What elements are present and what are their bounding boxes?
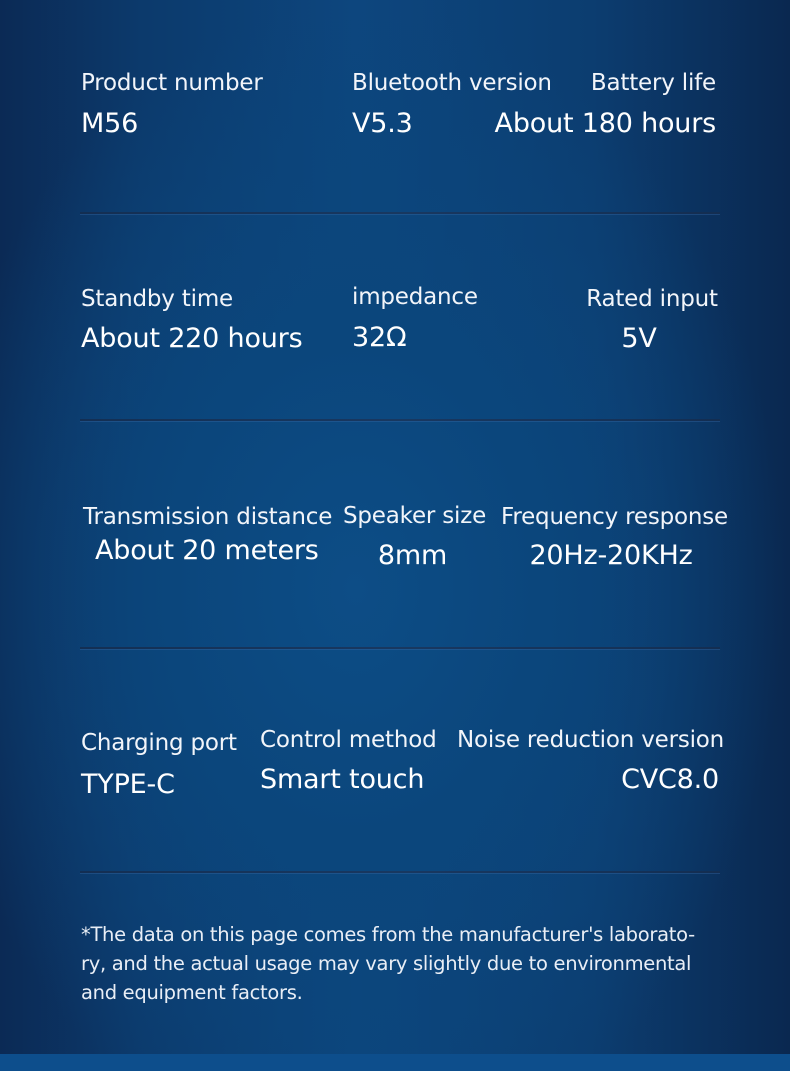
spec-label: Frequency response	[501, 504, 728, 530]
spec-label: Transmission distance	[83, 504, 333, 530]
spec-label: Speaker size	[343, 503, 487, 529]
spec-label: Noise reduction version	[457, 727, 725, 753]
spec-value: 5V	[621, 323, 657, 354]
spec-label: impedance	[352, 284, 478, 310]
spec-value: About 20 meters	[95, 535, 319, 566]
row-divider	[80, 419, 720, 421]
spec-value: M56	[81, 108, 139, 139]
bottom-strip	[0, 1054, 790, 1071]
spec-label: Charging port	[81, 730, 237, 756]
spec-value: 32Ω	[352, 322, 407, 353]
spec-value: 20Hz-20KHz	[529, 540, 693, 571]
spec-value: About 180 hours	[494, 108, 716, 139]
spec-label: Control method	[260, 727, 437, 753]
spec-value: About 220 hours	[81, 323, 303, 354]
spec-value: V5.3	[352, 108, 413, 139]
spec-label: Standby time	[81, 286, 233, 312]
spec-label: Bluetooth version	[352, 70, 552, 96]
row-divider	[80, 212, 720, 214]
row-divider	[80, 647, 720, 649]
spec-value: CVC8.0	[621, 764, 719, 795]
spec-label: Rated input	[586, 286, 718, 312]
spec-value: TYPE-C	[81, 769, 175, 800]
spec-value: Smart touch	[260, 764, 425, 795]
row-divider	[80, 871, 720, 873]
spec-value: 8mm	[377, 540, 448, 571]
disclaimer-footnote: *The data on this page comes from the manufacturer's laborato- ry, and the actual usage may vary slightly due to environmental and equipment factors.	[81, 923, 695, 1004]
spec-label: Product number	[81, 70, 263, 96]
spec-label: Battery life	[590, 70, 716, 96]
